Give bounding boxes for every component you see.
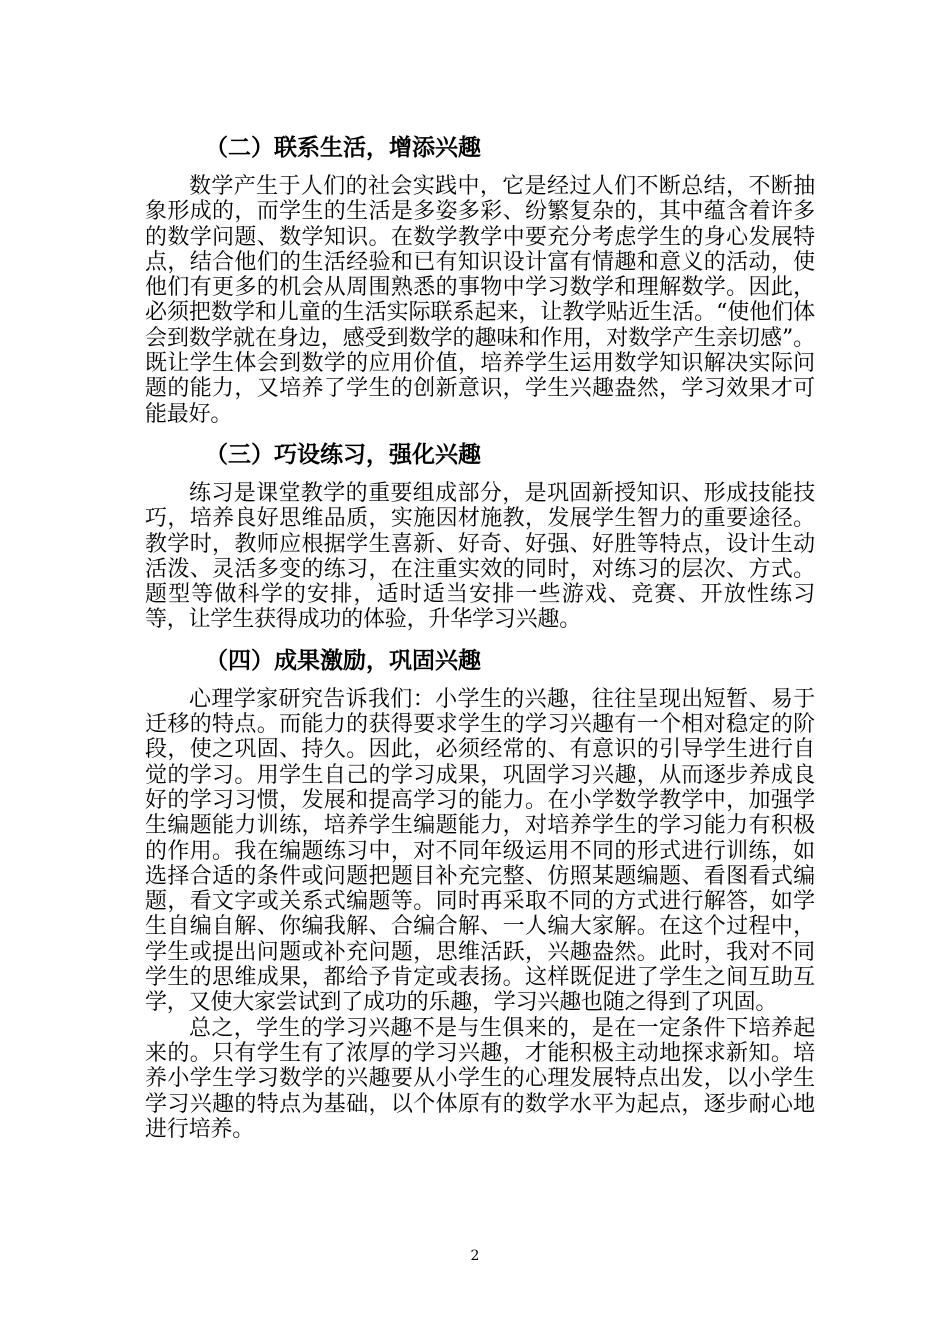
section-heading-2: （二）联系生活，增添兴趣 bbox=[205, 135, 481, 161]
section-heading-4: （四）成果激励，巩固兴趣 bbox=[205, 647, 481, 674]
document-page bbox=[145, 128, 815, 1142]
paragraph-life-connection: 数学产生于人们的社会实践中，它是经过人们不断总结，不断抽象形成的，而学生的生活是多姿多彩、纷繁复杂的，其中蕴含着许多的数学问题、数学知识。在数学教学中要充分考虑学生的身心发展特点，结合他们的生活经验和已有知识设计富有情趣和意义的活动，使他们有更多的机会从周围熟悉的事物中学习数学和理解数学。因此，必须把数学和儿童的生活实际联系起来，让教学贴近生活。“使他们体会到数学就在身边，感受到数学的趣味和作用，对数学产生亲切感”。既让学生体会到数学的应用价值，培养学生运用数学知识解决实际问题的能力，又培养了学生的创新意识，学生兴趣盎然，学习效果才可能最好。 bbox=[145, 174, 815, 427]
paragraph-practice: 练习是课堂教学的重要组成部分，是巩固新授知识、形成技能技巧，培养良好思维品质，实施因材施教，发展学生智力的重要途径。教学时，教师应根据学生喜新、好奇、好强、好胜等特点，设计生动活泼、灵活多变的练习，在注重实效的同时，对练习的层次、方式。题型等做科学的安排，适时适当安排一些游戏、竞赛、开放性练习等，让学生获得成功的体验，升华学习兴趣。 bbox=[145, 480, 815, 633]
paragraph-achievement: 心理学家研究告诉我们：小学生的兴趣，往往呈现出短暂、易于迁移的特点。而能力的获得要求学生的学习兴趣有一个相对稳定的阶段，使之巩固、持久。因此，必须经常的、有意识的引导学生进行自觉的学习。用学生自己的学习成果，巩固学习兴趣，从而逐步养成良好的学习习惯，发展和提高学习的能力。在小学数学教学中，加强学生编题能力训练，培养学生编题能力，对培养学生的学习能力有积极的作用。我在编题练习中，对不同年级运用不同的形式进行训练，如选择合适的条件或问题把题目补充完整、仿照某题编题、看图看式编题，看文字或关系式编题等。同时再采取不同的方式进行解答，如学生自编自解、你编我解、合编合解、一人编大家解。在这个过程中，学生或提出问题或补充问题，思维活跃，兴趣盎然。此时，我对不同学生的思维成果，都给予肯定或表扬。这样既促进了学生之间互助互学，又使大家尝试到了成功的乐趣，学习兴趣也随之得到了巩固。 bbox=[145, 686, 815, 1016]
page-number: 2 bbox=[470, 1248, 480, 1264]
section-heading-3: （三）巧设练习，强化兴趣 bbox=[205, 441, 481, 468]
paragraph-conclusion: 总之，学生的学习兴趣不是与生俱来的，是在一定条件下培养起来的。只有学生有了浓厚的学习兴趣，才能积极主动地探求新知。培养小学生学习数学的兴趣要从小学生的心理发展特点出发，以小学生学习兴趣的特点为基础，以个体原有的数学水平为起点，逐步耐心地进行培养。 bbox=[145, 1015, 815, 1142]
